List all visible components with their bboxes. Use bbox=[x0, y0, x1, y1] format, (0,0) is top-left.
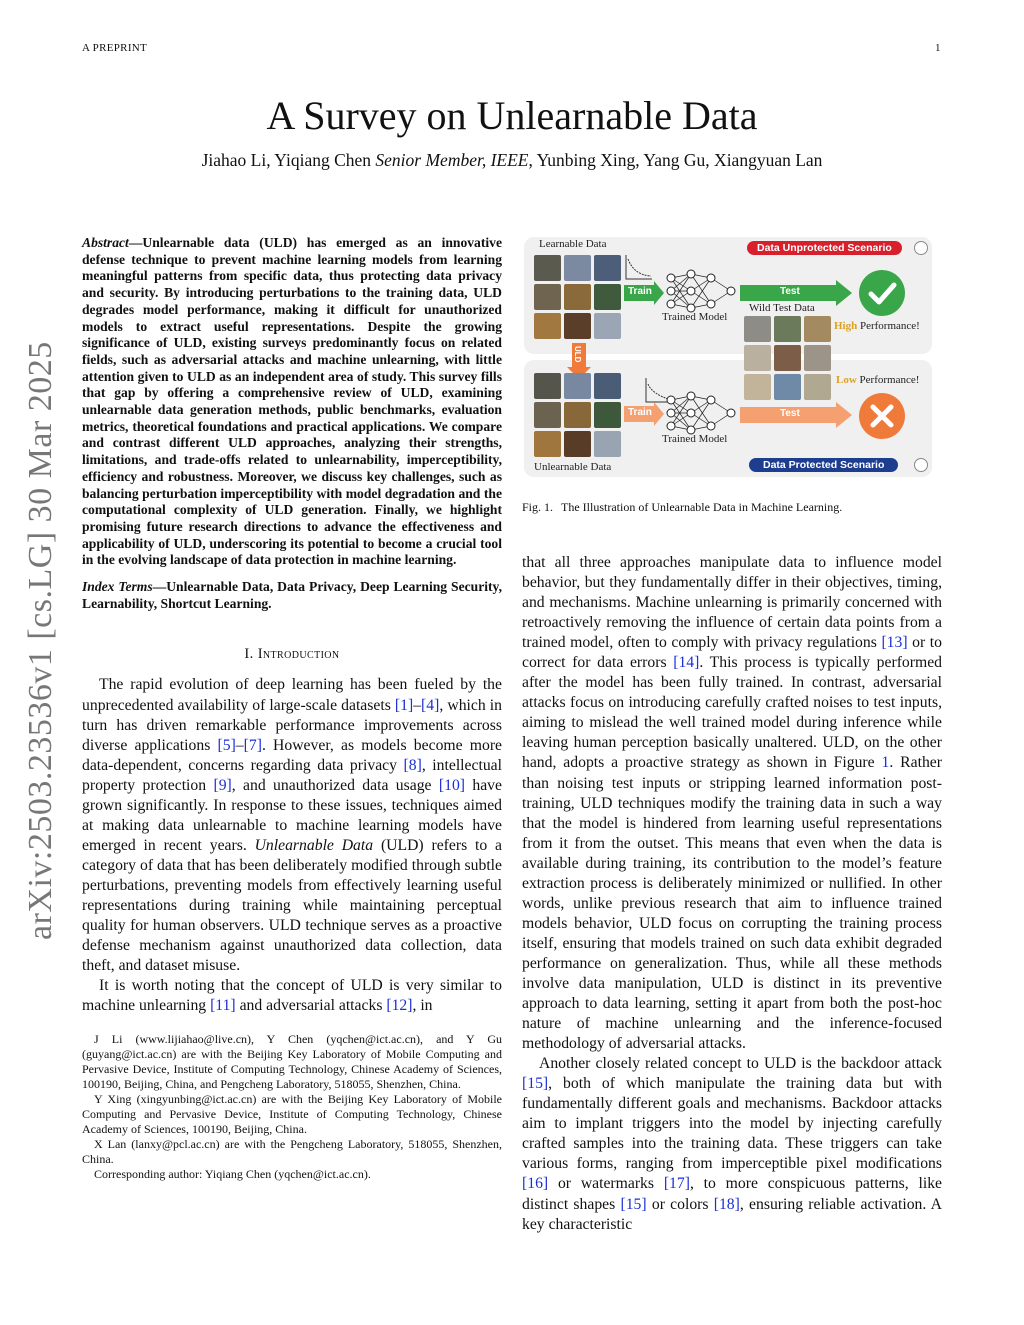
citation-link[interactable]: [4] bbox=[421, 696, 440, 714]
citation-link[interactable]: [7] bbox=[243, 736, 262, 754]
image-thumbnail bbox=[744, 374, 771, 400]
loss-curve-icon bbox=[624, 253, 654, 281]
train-label: Train bbox=[628, 407, 652, 418]
intro-paragraph-2 bbox=[82, 976, 502, 1016]
text-run: or to correct for data errors bbox=[522, 634, 943, 672]
text-run: have grown significantly. In response to these issues, techniques aimed at making data unlearnable to machine learning models have emerged in recent years. bbox=[82, 776, 502, 854]
tag-ring-icon bbox=[914, 241, 928, 255]
unlearnable-data-label: Unlearnable Data bbox=[534, 461, 612, 473]
right-paragraph-2 bbox=[522, 1054, 942, 1234]
text-run: . However, as models become more data-dependent, concerns regarding data privacy bbox=[82, 736, 503, 774]
image-thumbnail bbox=[564, 284, 591, 310]
text-run: and adversarial attacks bbox=[235, 997, 387, 1015]
abstract-label: Abstract bbox=[82, 235, 129, 250]
text-run: , and unauthorized data usage bbox=[231, 776, 439, 794]
citation-link[interactable]: [14] bbox=[673, 654, 700, 672]
caption-label: Fig. 1. bbox=[522, 500, 554, 514]
citation-link[interactable]: [15] bbox=[620, 1195, 647, 1213]
image-thumbnail bbox=[804, 316, 831, 342]
image-thumbnail bbox=[534, 313, 561, 339]
low-word: Low bbox=[836, 374, 857, 386]
citation-link[interactable]: [5] bbox=[217, 736, 236, 754]
index-terms bbox=[82, 579, 502, 612]
image-thumbnail bbox=[534, 402, 561, 428]
authors-before: Jiahao Li, Yiqiang Chen bbox=[201, 150, 376, 170]
intro-paragraph-1 bbox=[82, 675, 502, 976]
citation-link[interactable]: [13] bbox=[881, 634, 908, 652]
learnable-data-label: Learnable Data bbox=[539, 238, 607, 250]
citation-link[interactable]: [10] bbox=[438, 776, 466, 794]
image-thumbnail bbox=[564, 255, 591, 281]
image-thumbnail bbox=[564, 313, 591, 339]
index-terms-text: —Unlearnable Data, Data Privacy, Deep Learning Security, Learnability, Shortcut Learning. bbox=[82, 579, 502, 611]
footnote: X Lan (lanxy@pcl.ac.cn) are with the Pengcheng Laboratory, 518055, Shenzhen, China. bbox=[82, 1137, 502, 1167]
text-run: – bbox=[235, 736, 244, 754]
figure-caption bbox=[522, 500, 942, 515]
footnote: Y Xing (xingyunbing@ict.ac.cn) are with the Beijing Key Laboratory of Mobile Computing and Pervasive Device, Institute of Computing Technology, Chinese Academy of Sciences, 100190, Beijing, China. bbox=[82, 1092, 502, 1137]
author-list bbox=[0, 150, 1024, 171]
text-run: It is worth noting that the concept of ULD is very similar to machine unlearning bbox=[82, 977, 502, 1015]
text-run: , intellectual property protection bbox=[82, 756, 502, 794]
citation-link[interactable]: [15] bbox=[522, 1075, 549, 1093]
image-thumbnail bbox=[804, 345, 831, 371]
train-label: Train bbox=[628, 286, 652, 297]
author-membership: Senior Member, IEEE bbox=[375, 150, 529, 170]
running-head: A PREPRINT bbox=[82, 42, 148, 54]
citation-link[interactable]: [17] bbox=[663, 1175, 690, 1193]
caption-text: The Illustration of Unlearnable Data in Machine Learning. bbox=[561, 500, 843, 514]
text-run: . Rather than noising test inputs or stripping learned information post-training, ULD techniques modify the training data in such a way that the model is hindered from learning useful representations from it from the outset. This means that even when the data is available during training, its contribution to the model’s feature extraction process is deliberately minimized or nullified. In other words, unlike previous research that aim to influence trained models behavior, ULD focus on corrupting the training process itself, ensuring that models trained on such data exhibit degraded performance on generalization. Thus, while all these methods involve data manipulation, ULD is distinct in its preventive approach to data learning, setting it apart from both the post-hoc nature of machine unlearning and the inference-focused methodology of adversarial attacks. bbox=[522, 754, 942, 1053]
image-thumbnail bbox=[774, 316, 801, 342]
test-label: Test bbox=[780, 408, 800, 419]
abstract bbox=[82, 235, 502, 569]
paper-title: A Survey on Unlearnable Data bbox=[266, 93, 758, 138]
image-thumbnail bbox=[594, 402, 621, 428]
check-icon bbox=[859, 270, 905, 316]
text-run: (ULD) refers to a category of data that has been deliberately modified through subtle perturbations, preventing models from effectively learning useful representations during training while maintaining perceptual quality for human observers. ULD technique serves as a proactive defense mechanism against unauthorized data collection, data theft, and dataset misuse. bbox=[82, 836, 502, 975]
high-performance-label bbox=[834, 320, 920, 332]
test-label: Test bbox=[780, 286, 800, 297]
image-thumbnail bbox=[594, 373, 621, 399]
protected-scenario-tag: Data Protected Scenario bbox=[749, 458, 898, 472]
trained-model-label: Trained Model bbox=[662, 433, 728, 445]
image-thumbnail bbox=[534, 431, 561, 457]
high-word: High bbox=[834, 320, 858, 332]
text-run: – bbox=[413, 696, 422, 714]
citation-link[interactable]: [16] bbox=[522, 1175, 549, 1193]
image-thumbnail bbox=[804, 374, 831, 400]
image-thumbnail bbox=[594, 255, 621, 281]
text-run: The rapid evolution of deep learning has been fueled by the unprecedented availability of large-scale datasets bbox=[82, 676, 502, 714]
unprotected-scenario-tag: Data Unprotected Scenario bbox=[747, 241, 902, 255]
figure-ref-link[interactable]: 1 bbox=[881, 754, 890, 772]
citation-link[interactable]: [11] bbox=[210, 997, 236, 1015]
text-run: that all three approaches manipulate data to influence model behavior, but they fundamentally differ in their objectives, timing, and mechanisms. Machine unlearning is primarily concerned with retroactively removing the influence of certain data points from a trained model, often to comply with privacy regulations bbox=[522, 554, 942, 652]
authors-after: , Yunbing Xing, Yang Gu, Xiangyuan Lan bbox=[528, 150, 823, 170]
arxiv-stamp: arXiv:2503.23536v1 [cs.LG] 30 Mar 2025 bbox=[22, 341, 59, 940]
image-thumbnail bbox=[594, 313, 621, 339]
citation-link[interactable]: [12] bbox=[386, 997, 413, 1015]
citation-link[interactable]: [1] bbox=[394, 696, 414, 714]
text-run: , in bbox=[412, 997, 433, 1015]
footnotes bbox=[82, 1032, 502, 1182]
text-run: , to more conspicuous patterns, like distinct shapes bbox=[522, 1175, 942, 1213]
neural-network-icon bbox=[665, 390, 737, 436]
image-thumbnail bbox=[564, 373, 591, 399]
image-thumbnail bbox=[534, 373, 561, 399]
image-thumbnail bbox=[564, 402, 591, 428]
text-run: Another closely related concept to ULD is the backdoor attack bbox=[539, 1055, 942, 1073]
performance-word: Performance! bbox=[856, 374, 920, 386]
section-name: Introduction bbox=[257, 646, 340, 663]
citation-link[interactable]: [9] bbox=[213, 776, 232, 794]
neural-network-icon bbox=[665, 268, 737, 314]
section-numeral: I. bbox=[244, 646, 258, 663]
image-thumbnail bbox=[744, 345, 771, 371]
left-column bbox=[82, 235, 502, 1182]
image-thumbnail bbox=[564, 431, 591, 457]
right-column bbox=[522, 553, 942, 1235]
tag-ring-icon bbox=[914, 458, 928, 472]
uld-term: Unlearnable Data bbox=[254, 836, 374, 854]
performance-word: Performance! bbox=[857, 320, 920, 332]
image-thumbnail bbox=[534, 284, 561, 310]
section-heading bbox=[82, 646, 502, 663]
uld-arrow-label: ULD bbox=[573, 346, 582, 363]
text-run: or colors bbox=[646, 1195, 714, 1213]
text-run: , which in turn has driven remarkable performance improvements across diverse applications bbox=[82, 696, 503, 754]
citation-link[interactable]: [8] bbox=[403, 756, 422, 774]
low-performance-label bbox=[836, 374, 919, 386]
image-thumbnail bbox=[774, 374, 801, 400]
image-thumbnail bbox=[774, 345, 801, 371]
footnote: Corresponding author: Yiqiang Chen (yqchen@ict.ac.cn). bbox=[94, 1167, 371, 1182]
text-run: , both of which manipulate the training data but with fundamentally different goals and mechanisms. Backdoor attacks aim to implant triggers into the model by injecting carefully crafted samples into the training data. These triggers can take various forms, ranging from imperceptible pixel modifications bbox=[522, 1075, 942, 1173]
image-thumbnail bbox=[744, 316, 771, 342]
footnote: J Li (www.lijiahao@live.cn), Y Chen (yqchen@ict.ac.cn), and Y Gu (guyang@ict.ac.cn) are with the Beijing Key Laboratory of Mobile Computing and Pervasive Device, Institute of Computing Technology, Chinese Academy of Sciences, 100190, Beijing, China, and Pengcheng Laboratory, 518055, Shenzhen, China. bbox=[82, 1032, 502, 1092]
trained-model-label: Trained Model bbox=[662, 311, 728, 323]
cross-icon bbox=[859, 393, 905, 439]
index-terms-label: Index Terms bbox=[82, 579, 153, 595]
text-run: . This process is typically performed after the model has been fully trained. In contrast, adversarial attacks focus on introducing carefully crafted noises to test inputs, aiming to mislead the well trained model during inference while leaving human perception basically unaltered. ULD, on the other hand, adopts a proactive strategy as shown in Figure bbox=[522, 654, 942, 772]
image-thumbnail bbox=[594, 284, 621, 310]
right-paragraph-1 bbox=[522, 553, 942, 1054]
citation-link[interactable]: [18] bbox=[713, 1195, 740, 1213]
wild-test-data-label: Wild Test Data bbox=[749, 302, 815, 314]
image-thumbnail bbox=[534, 255, 561, 281]
image-thumbnail bbox=[594, 431, 621, 457]
abstract-text: —Unlearnable data (ULD) has emerged as an innovative defense technique to prevent machine learning models from learning meaningful patterns from specific data, thus protecting data privacy and security. By introducing perturbations to the training data, ULD degrades model performance, making it difficult for unauthorized models to extract useful representations. Despite the growing significance of ULD, existing surveys predominantly focus on related fields, such as adversarial attacks and machine unlearning, with little attention given to ULD as an independent area of study. This survey fills that gap by offering a comprehensive review of ULD, examining unlearnable data generation methods, public benchmarks, evaluation metrics, theoretical foundations and practical applications. We compare and contrast different ULD approaches, analyzing their strengths, limitations, and trade-offs related to unlearnability, imperceptibility, efficiency and robustness. Moreover, we discuss key challenges, such as balancing perturbation imperceptibility with model degradation and the computational complexity of ULD generation. Finally, we highlight promising future research directions to advance the effectiveness and applicability of ULD, underscoring its potential to become a crucial tool in the evolving landscape of data protection in machine learning. bbox=[82, 235, 502, 568]
page-number: 1 bbox=[935, 42, 941, 54]
text-run: or watermarks bbox=[548, 1175, 664, 1193]
text-run: , ensuring reliable activation. A key characteristic bbox=[522, 1195, 943, 1233]
figure-1 bbox=[522, 233, 942, 479]
